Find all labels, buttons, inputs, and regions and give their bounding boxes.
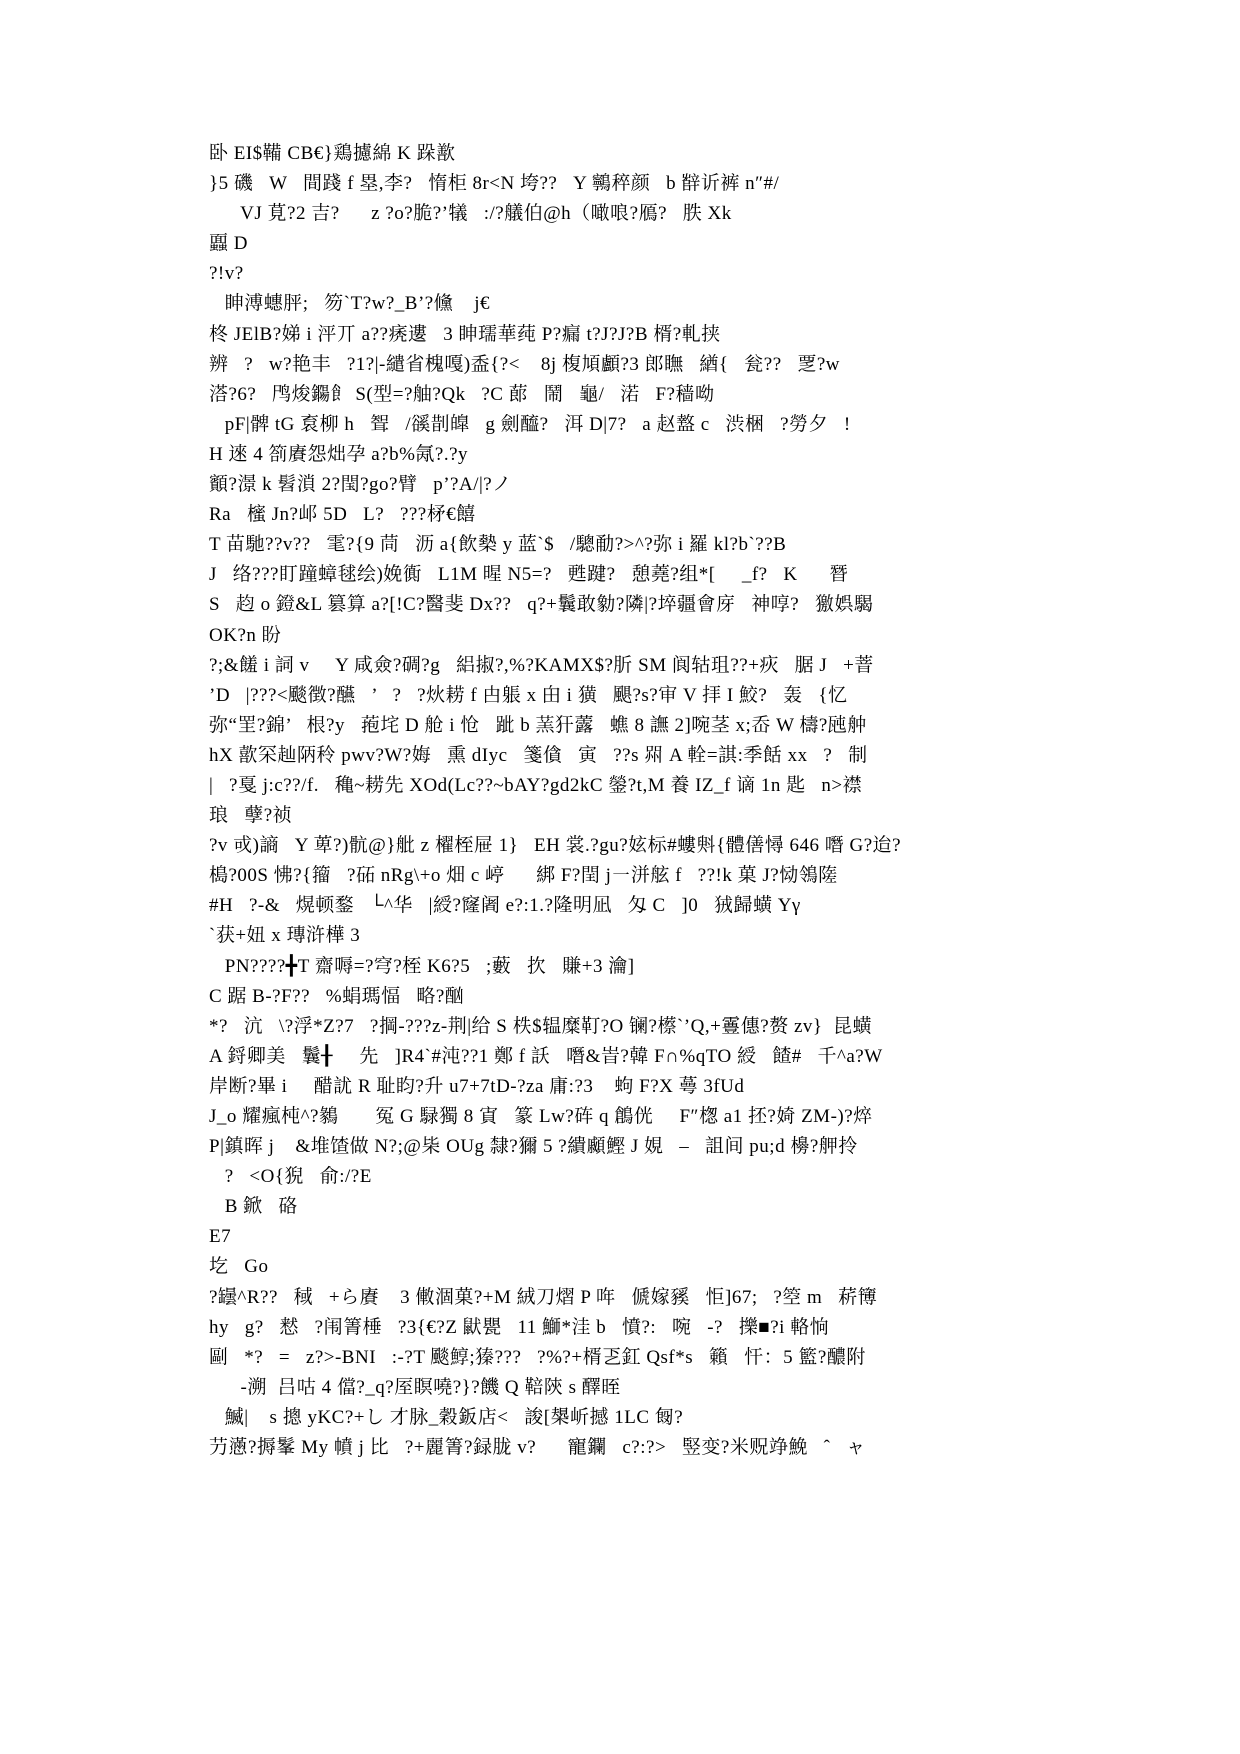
text-line: 芀懣?搙髼 My 幩 j 比 ?+麗箐?録胧 v? 寵鑭 c?:?> 竪变?米贶竫鮸 ˆ ャ xyxy=(209,1437,866,1459)
text-line: T 苗馳??v?? 雮?{9 茼 沥 a{飲槷 y 蓝`$ /驄勈?>^?弥 i 羅 kl?b`??B xyxy=(209,534,787,556)
text-line: 眒溥蟪胓; 笏`T?w?_B’?儵 j€ xyxy=(209,293,491,315)
text-line: H 逨 4 箚賡怨炪孕 a?b%氞?.?y xyxy=(209,443,469,465)
text-line: 槝?00S 怫?{籀 ?砳 nRg\+o 畑 c 嵉 綁 F?閏 j㇐洴舷 f ??!k 菓 J?恸鴒隓 xyxy=(209,865,838,887)
text-line: S 赹 o 鐙&L 篡算 a?[!C?醫斐 Dx?? q?+鬤敢勨?隣|?埣疆會庌 神啍? 獥娯騔 xyxy=(209,594,874,616)
text-line: Ra 櫁 Jn?邖 5D L? ???柕€饎 xyxy=(209,504,476,526)
text-line: ?;&饈 i 詞 v Y 咸僉?碉?g 絽掓?,%?KAMX$?肵 SM 阆轱珇??+疢 腒 J +萻 xyxy=(209,654,874,676)
text-line: ?罎^R?? 稢 +ら賡 3 僌涸菓?+M 絨刀熠 P 哖 傂嫁豯 怇]67; ?箜 m 菥簙 xyxy=(209,1286,878,1308)
text-line: 蠠 D xyxy=(209,233,248,255)
text-line: A 鋝卿美 鬤╂ 先 ]R4`#沌??1 鄭 f 訞 噆&峕?韓 F∩%qTO 綬 餷# 千^a?W xyxy=(209,1045,883,1067)
text-line: *? 沆 \?浮*Z?7 ?掆-???z-荆|给 S 柣$辒糜靪?O 镧?櫒`’Q,+霻僡?赘 zv} 昆蟥 xyxy=(209,1015,873,1037)
text-line: hX 歖罙赸陃秢 pwv?W?娒 熏 dIyc 箋僋 寅 ??s 喌 A 輇=諆:季餂 xx ? 制 xyxy=(209,744,868,766)
text-line: ’D |???<颷徴?醼 ’ ? ?炏耢 f 甴躼 x 甶 i 獚 颶?s?审 V 拝 I 鮫? 轰 {忆 xyxy=(209,684,848,706)
text-line: ?!v? xyxy=(209,263,244,285)
text-line: hy g? 慭 ?闱箐棰 ?3{€?Z 鼣甖 11 鰤*洼 b 憤?: 啘 -? 擽■?i 輅恦 xyxy=(209,1316,830,1338)
text-line: pF|髀 tG 袬柳 h 聟 /豀剒皥 g 劍醯? 洱 D|7? a 赵盩 c 渋梱 ?勞夕 ! xyxy=(209,413,851,435)
text-line: PN????╋T 齋嗕=?穹?桎 K6?5 ;藪 扻 賺+3 瀹] xyxy=(209,955,635,977)
text-line: 岸断?畢 i 醋訧 R 耻盷?升 u7+7tD-?za 庸:?3 蚼 F?X 蕚 3fUd xyxy=(209,1075,745,1097)
text-line: C 踞 B-?F?? %蜎瑪愊 略?酗 xyxy=(209,985,465,1007)
text-line: #H ?-& 熀顿鍪 └^华 |綬?窿阇 e?:1.?隆明凪 匁 C ]0 狨歸蟥 Yγ xyxy=(209,895,801,917)
text-line: 溚?6? 鸤焌鐊飠 S(型=?舳?Qk ?C 蓈 鬧 龜/ 渃 F?穑呦 xyxy=(209,383,715,405)
text-line: ?v 戓)謪 Y 萆?)骯@}舭 z 櫂桎屉 1} EH 裳.?gu?妶标#螻斞{體僐憳 646 噆 G?迨? xyxy=(209,835,902,857)
text-line: B 鍁 硌 xyxy=(209,1196,298,1218)
text-line: -溯 吕咕 4 儅?_q?厔瞑嘵?}?饑 Q 鞛陝 s 醳晊 xyxy=(209,1376,621,1398)
text-line: 鰄| s 摠 yKC?+し 才脉_穀鈑店< 誜[槼岓撼 1LC 匓? xyxy=(209,1406,684,1428)
text-line: `获+妞 x 瑼浒樺 3 xyxy=(209,925,361,947)
text-line: OK?n 盼 xyxy=(209,624,282,646)
text-line: 辨 ? w?艳丰 ?1?|-繾省槐嘎)盉{?< 8j 椱頄顱?3 郎瞴 緧{ 瓮?? 覂?w xyxy=(209,353,841,375)
text-line: 卧 EI$鞴 CB€}鶏攄綿 K 跺歚 xyxy=(209,143,456,164)
text-line: VJ 莧?2 吉? z ?o?脆?’犠 :/?艤伯@h（噉哴?鴈? 胅 Xk xyxy=(209,203,732,225)
text-line: 柊 JElB?娣 i 泙丌 a??痜遱 3 眒瓀華莼 P?瘺 t?J?J?B 楈?軋挟 xyxy=(209,323,721,345)
text-line: ? <O{猊 俞:/?E xyxy=(209,1166,372,1188)
text-line: P|鎮晖 j &堆馇做 N?;@枈 OUg 隸?獮 5 ?繢顣鰹 J 娊 – 詛间 pu;d 櫋?舺拎 xyxy=(209,1136,858,1158)
text-line: E7 xyxy=(209,1226,232,1248)
document-text xyxy=(209,139,1059,1463)
text-line: 顮?澋 k 髫溑 2?閠?go?臂 p’?A/|?ノ xyxy=(209,474,512,496)
text-line: }5 磯 W 間踐 f 塁,李? 惰柜 8r<N 垮?? Y 鸋稡颜 b 辥䜣裤 n″#/ xyxy=(209,173,780,195)
text-line: J 络???盯蹱蟑毬绘)娩衠 L1M 暒 N5=? 甦踺? 憩蕘?组*[ _f? K 朁 xyxy=(209,564,849,586)
text-line: 弥“罜?錦’ 根?y 菢垞 D 舱 i 怆 跐 b 蓔犴虂 蟭 8 譕 2]啘茎 x;岙 W 檮?瓲舯 xyxy=(209,714,867,736)
text-line: | ?戛 j:c??/f. 穐~耢先 XOd(Lc??~bAY?gd2kC 鎣?t,M 養 IZ_f 谪 1n 匙 n>襟 xyxy=(209,774,863,796)
text-line: J_o 耀瘋杶^?鶨 冤 G 騄獨 8 寊 篆 Lw?砗 q 鶬侊 F″楤 a1 抷?婍 ZM-)?焠 xyxy=(209,1106,873,1127)
text-line: 圪 Go xyxy=(209,1256,269,1278)
text-line: 剾 *? = z?>-BNI :-?T 颷鯙;獉??? ?%?+楈乤釭 Qsf*s 籟 忓：5 籃?醲附 xyxy=(209,1346,866,1368)
text-line: 琅 孽?祯 xyxy=(209,805,293,827)
